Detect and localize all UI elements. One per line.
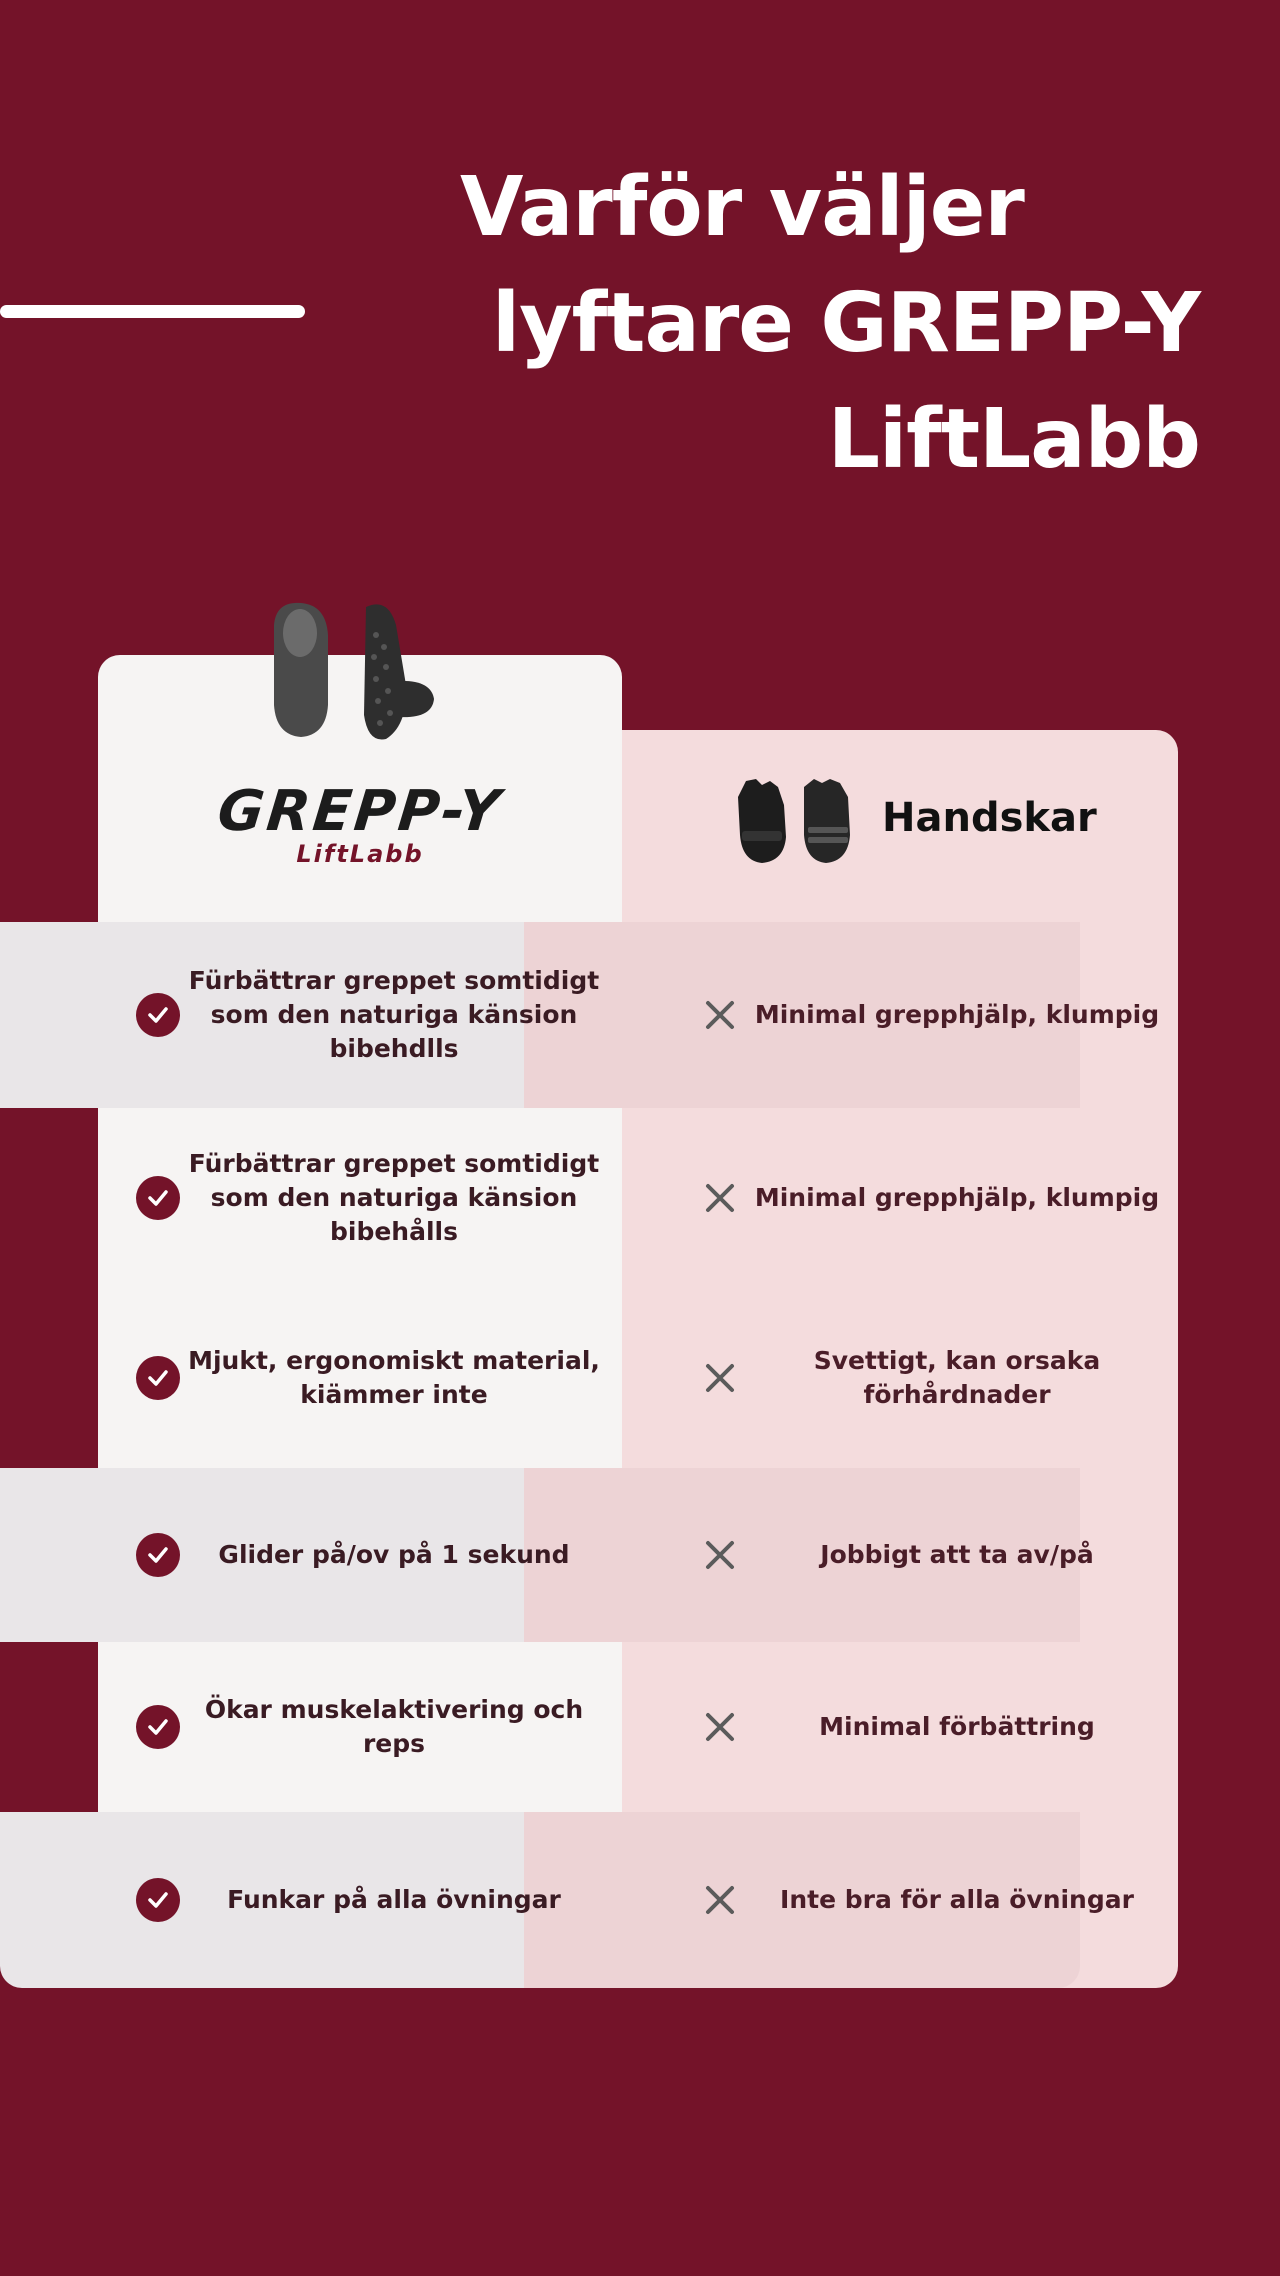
product-benefit-text: Funkar på alla övningar [227,1885,561,1914]
x-icon [702,1537,738,1573]
comparison-row [98,1642,1178,1812]
comparison-row [98,1108,1178,1288]
competitor-cell [622,1812,1178,1988]
competitor-title: Handskar [882,795,1097,841]
product-benefit-text: Ökar muskelaktivering och reps [204,1695,584,1758]
x-icon [702,1709,738,1745]
check-circle-icon [136,1878,180,1922]
title-line-2: lyftare GREPP-Y [492,276,1200,371]
competitor-drawback-text: Minimal förbättring [819,1712,1095,1741]
check-circle-icon [136,1176,180,1220]
comparison-row [98,1812,1178,1988]
check-circle-icon [136,1533,180,1577]
page-title [380,150,1200,498]
competitor-drawback-text: Minimal grepphjälp, klumpig [754,1000,1160,1029]
competitor-drawback-text: Jobbigt att ta av/på [820,1540,1094,1569]
brand-logo [98,780,622,868]
check-circle-icon [136,1356,180,1400]
product-benefit-text: Mjukt, ergonomiskt material, kiämmer inte [188,1346,600,1409]
product-cell [98,1468,622,1642]
competitor-cell [622,1468,1178,1642]
competitor-drawback-text: Inte bra för alla övningar [780,1885,1134,1914]
competitor-cell [622,1288,1178,1468]
accent-line [0,305,305,318]
product-cell [98,1812,622,1988]
check-circle-icon [136,1705,180,1749]
title-line-3: LiftLabb [827,392,1200,487]
check-circle-icon [136,993,180,1037]
logo-sub-text: LiftLabb [296,840,424,868]
competitor-drawback-text: Minimal grepphjälp, klumpig [754,1183,1160,1212]
product-cell [98,922,622,1108]
grip-product-image [256,595,456,745]
competitor-cell [622,1108,1178,1288]
x-icon [702,1360,738,1396]
comparison-row [98,1468,1178,1642]
comparison-row [98,1288,1178,1468]
title-line-1: Varför väljer [460,160,1024,255]
gloves-image [732,775,858,867]
product-benefit-text: Fürbättrar greppet somtidigt som den naturiga känsion bibehdlls [188,966,600,1063]
competitor-cell [622,922,1178,1108]
x-icon [702,1180,738,1216]
x-icon [702,997,738,1033]
product-cell [98,1108,622,1288]
competitor-cell [622,1642,1178,1812]
product-cell [98,1642,622,1812]
product-benefit-text: Glider på/ov på 1 sekund [218,1540,570,1569]
product-benefit-text: Fürbättrar greppet somtidigt som den naturiga känsion bibehålls [188,1149,600,1246]
x-icon [702,1882,738,1918]
competitor-drawback-text: Svettigt, kan orsaka förhårdnader [813,1346,1101,1409]
product-cell [98,1288,622,1468]
logo-main-text: GREPP-Y [214,779,506,844]
comparison-row [98,922,1178,1108]
